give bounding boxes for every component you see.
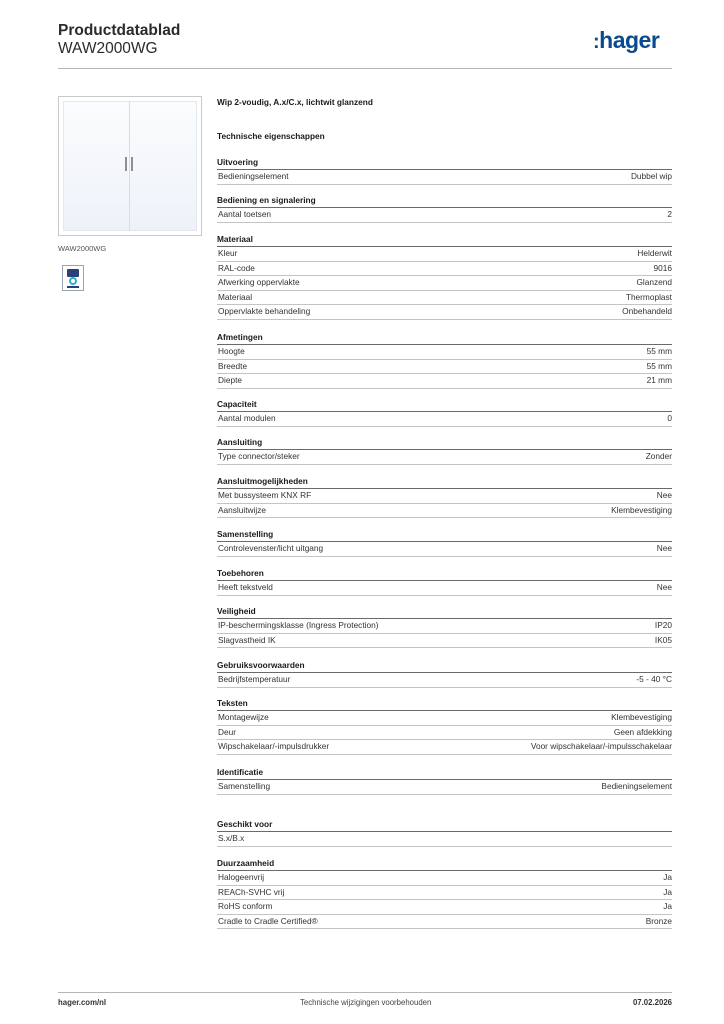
spec-value: Bedieningselement — [601, 781, 672, 791]
section-title: Aansluiting — [217, 437, 263, 447]
section-title: Aansluitmogelijkheden — [217, 476, 308, 486]
product-code: WAW2000WG — [58, 40, 158, 57]
spec-label: Type connector/steker — [218, 451, 300, 461]
spec-row — [217, 374, 672, 389]
spec-label: Diepte — [218, 375, 242, 385]
spec-row — [217, 276, 672, 291]
switch-face — [63, 101, 197, 231]
spec-row — [217, 900, 672, 915]
product-image — [58, 96, 202, 236]
spec-label: Kleur — [218, 248, 238, 258]
spec-label: Oppervlakte behandeling — [218, 306, 311, 316]
spec-value: Ja — [663, 901, 672, 911]
switch-split-line — [129, 101, 130, 231]
spec-label: Afwerking oppervlakte — [218, 277, 300, 287]
spec-label: Cradle to Cradle Certified® — [218, 915, 318, 926]
spec-label: Controlevenster/licht uitgang — [218, 543, 324, 553]
spec-value: Dubbel wip — [630, 171, 672, 181]
spec-label: RAL-code — [218, 262, 255, 273]
spec-row — [217, 450, 672, 465]
rocker-indicator-left — [125, 157, 127, 171]
spec-value: Glanzend — [636, 277, 672, 287]
section-title: Afmetingen — [217, 332, 263, 342]
product-description: Wip 2-voudig, A.x/C.x, lichtwit glanzend — [217, 97, 373, 107]
spec-row — [217, 208, 672, 223]
section-title: Capaciteit — [217, 399, 257, 409]
image-caption: WAW2000WG — [58, 244, 107, 253]
hager-logo[interactable] — [593, 27, 659, 54]
spec-row — [217, 780, 672, 795]
spec-value: Onbehandeld — [622, 306, 672, 316]
spec-value: Bronze — [645, 915, 672, 926]
spec-value: Thermoplast — [625, 291, 672, 302]
section-title: Materiaal — [217, 234, 253, 244]
spec-row — [217, 360, 672, 375]
section-title: Samenstelling — [217, 529, 274, 539]
spec-label: Montagewijze — [218, 712, 269, 722]
rocker-indicator-right — [131, 157, 133, 171]
spec-value: 55 mm — [646, 346, 672, 356]
eco-label-icon — [62, 265, 84, 291]
footer-website[interactable]: hager.com/nl — [58, 998, 107, 1007]
spec-value: Geen afdekking — [613, 726, 672, 737]
spec-value: Helderwit — [637, 248, 672, 258]
footer-disclaimer: Technische wijzigingen voorbehouden — [300, 998, 432, 1007]
spec-value: Nee — [656, 543, 672, 553]
spec-label: Deur — [218, 726, 236, 737]
spec-value: Voor wipschakelaar/-impulsschakelaar — [530, 741, 672, 751]
section-title: Toebehoren — [217, 568, 264, 578]
spec-value: IK05 — [654, 634, 672, 645]
spec-label: Breedte — [218, 360, 248, 371]
section-title: Geschikt voor — [217, 819, 273, 829]
section-title: Identificatie — [217, 767, 264, 777]
spec-row — [217, 886, 672, 901]
spec-row — [217, 832, 672, 847]
spec-row — [217, 619, 672, 634]
spec-label: Heeft tekstveld — [218, 582, 273, 592]
spec-label: Aantal toetsen — [218, 209, 272, 219]
spec-value: Klembevestiging — [611, 504, 672, 515]
footer-date: 07.02.2026 — [632, 998, 672, 1007]
spec-value: 21 mm — [646, 375, 672, 385]
spec-row — [217, 412, 672, 427]
spec-value: Nee — [656, 490, 672, 500]
spec-label: Met bussysteem KNX RF — [218, 490, 312, 500]
logo-text: hager — [599, 27, 660, 53]
spec-label: Bedrijfstemperatuur — [218, 674, 291, 684]
spec-label: Samenstelling — [218, 781, 271, 791]
header-title: Productdatablad — [58, 22, 181, 39]
spec-label: Materiaal — [218, 291, 253, 302]
spec-row — [217, 504, 672, 519]
spec-value: Zonder — [645, 451, 672, 461]
spec-row — [217, 915, 672, 930]
spec-row — [217, 673, 672, 688]
logo-dots-icon: : — [593, 31, 600, 53]
spec-label: Bedieningselement — [218, 171, 289, 181]
spec-label: Halogeenvrij — [218, 872, 265, 882]
spec-row — [217, 581, 672, 596]
section-title: Gebruiksvoorwaarden — [217, 660, 305, 670]
spec-row — [217, 489, 672, 504]
spec-label: Aansluitwijze — [218, 504, 266, 515]
spec-value: IP20 — [654, 620, 672, 630]
spec-value: Nee — [656, 582, 672, 592]
spec-label: S.x/B.x — [218, 833, 245, 843]
section-title: Teksten — [217, 698, 248, 708]
section-title: Veiligheid — [217, 606, 256, 616]
spec-row — [217, 634, 672, 649]
spec-value: 2 — [667, 209, 672, 219]
spec-value: 0 — [667, 413, 672, 423]
spec-label: REACh-SVHC vrij — [218, 886, 285, 897]
spec-row — [217, 247, 672, 262]
spec-value: Klembevestiging — [611, 712, 672, 722]
spec-row — [217, 740, 672, 755]
spec-row — [217, 170, 672, 185]
header-divider — [58, 68, 672, 69]
spec-row — [217, 542, 672, 557]
spec-label: Wipschakelaar/-impulsdrukker — [218, 741, 330, 751]
spec-row — [217, 291, 672, 306]
spec-label: IP-beschermingsklasse (Ingress Protection) — [218, 620, 379, 630]
footer-divider — [58, 992, 672, 993]
spec-value: 55 mm — [646, 360, 672, 371]
spec-label: Aantal modulen — [218, 413, 276, 423]
spec-row — [217, 871, 672, 886]
spec-row — [217, 262, 672, 277]
spec-value: 9016 — [653, 262, 672, 273]
section-title: Bediening en signalering — [217, 195, 316, 205]
spec-value: Ja — [663, 886, 672, 897]
spec-row — [217, 711, 672, 726]
spec-row — [217, 726, 672, 741]
spec-value: Ja — [663, 872, 672, 882]
section-title: Duurzaamheid — [217, 858, 275, 868]
technical-heading: Technische eigenschappen — [217, 131, 325, 141]
spec-label: RoHS conform — [218, 901, 273, 911]
spec-value: -5 - 40 °C — [636, 674, 672, 684]
spec-label: Hoogte — [218, 346, 245, 356]
section-title: Uitvoering — [217, 157, 259, 167]
spec-row — [217, 345, 672, 360]
spec-row — [217, 305, 672, 320]
spec-label: Slagvastheid IK — [218, 634, 276, 645]
